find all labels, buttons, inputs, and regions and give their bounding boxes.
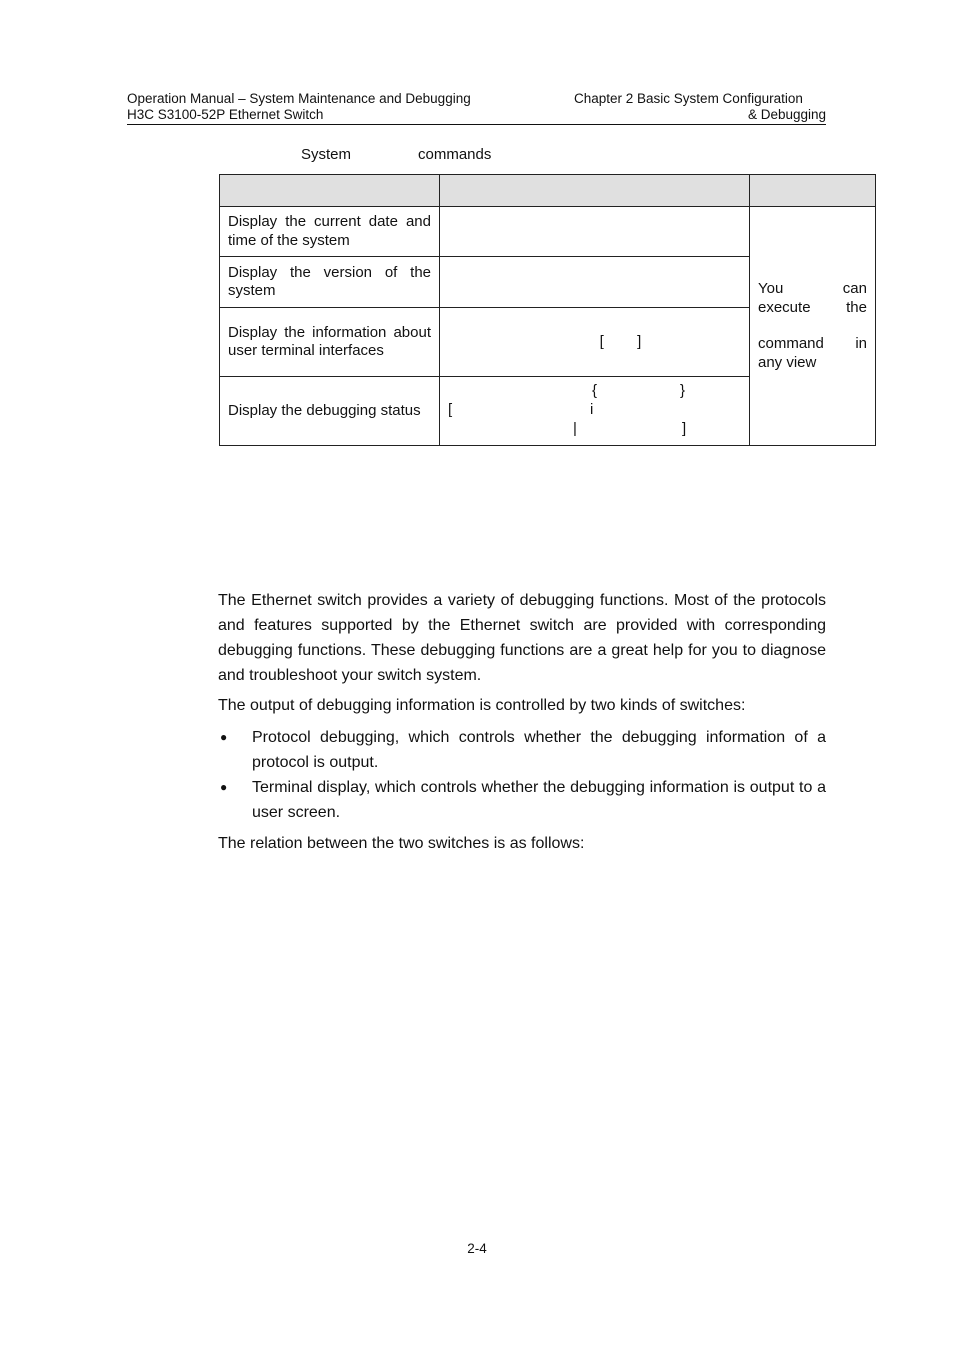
bullet-text: Protocol debugging, which controls whether the debugging information of a protocol is output. [252, 729, 826, 771]
bullet-list [218, 725, 826, 825]
page-number: 2-4 [467, 1241, 487, 1256]
table-caption-part-a: System [301, 146, 352, 163]
syntax-pipe: | [573, 420, 577, 437]
header-cell-remarks [750, 175, 876, 207]
operation-cell: Display the debugging status [220, 377, 440, 446]
operation-cell: Display the version of the system [220, 257, 440, 308]
remark-line-2: command in any view [758, 335, 867, 371]
system-commands-table [219, 174, 876, 446]
header-left [127, 91, 471, 123]
table-header-row [220, 175, 876, 207]
chapter-title-continued: & Debugging [747, 107, 826, 122]
paragraph-relation: The relation between the two switches is as follows: [218, 835, 585, 852]
command-cell [440, 257, 750, 308]
header-cell-command [440, 175, 750, 207]
command-cell [440, 377, 750, 446]
syntax-open-brace: { [592, 382, 598, 399]
table-caption-part-b: commands [418, 146, 492, 163]
command-syntax [448, 377, 741, 445]
bullet-text: Terminal display, which controls whether the debugging information is output to a user screen. [252, 779, 826, 821]
bullet-icon: ● [220, 730, 228, 744]
command-cell [440, 308, 750, 377]
remark-line-1: You can execute the [758, 280, 867, 316]
chapter-title: Chapter 2 Basic System Configuration [574, 91, 803, 106]
table-row [220, 207, 876, 257]
header-rule [127, 124, 826, 125]
syntax-letter-i: i [590, 401, 594, 418]
product-name: H3C S3100-52P Ethernet Switch [127, 107, 324, 122]
command-fragment: [ ] [599, 332, 642, 350]
operation-cell: Display the information about user terminal interfaces [220, 308, 440, 377]
paragraph-debugging-intro: The Ethernet switch provides a variety of debugging functions. Most of the protocols and features supported by the Ethernet switch are provided with corresponding debugging functions. These debugging functions are a great help for you to diagnose and troubleshoot your switch system. [218, 592, 826, 684]
header-cell-operation [220, 175, 440, 207]
command-cell [440, 207, 750, 257]
remarks-cell [750, 207, 876, 446]
paragraph-output-control: The output of debugging information is controlled by two kinds of switches: [218, 697, 746, 714]
list-item [218, 725, 826, 775]
list-item [218, 775, 826, 825]
syntax-close-brace: } [680, 382, 686, 399]
operation-cell: Display the current date and time of the system [220, 207, 440, 257]
syntax-close-bracket: ] [682, 420, 687, 437]
syntax-open-bracket: [ [448, 401, 453, 418]
header-right [560, 91, 826, 123]
remark-gap [758, 317, 867, 335]
bullet-icon: ● [220, 780, 228, 794]
manual-title: Operation Manual – System Maintenance and Debugging [127, 91, 471, 106]
